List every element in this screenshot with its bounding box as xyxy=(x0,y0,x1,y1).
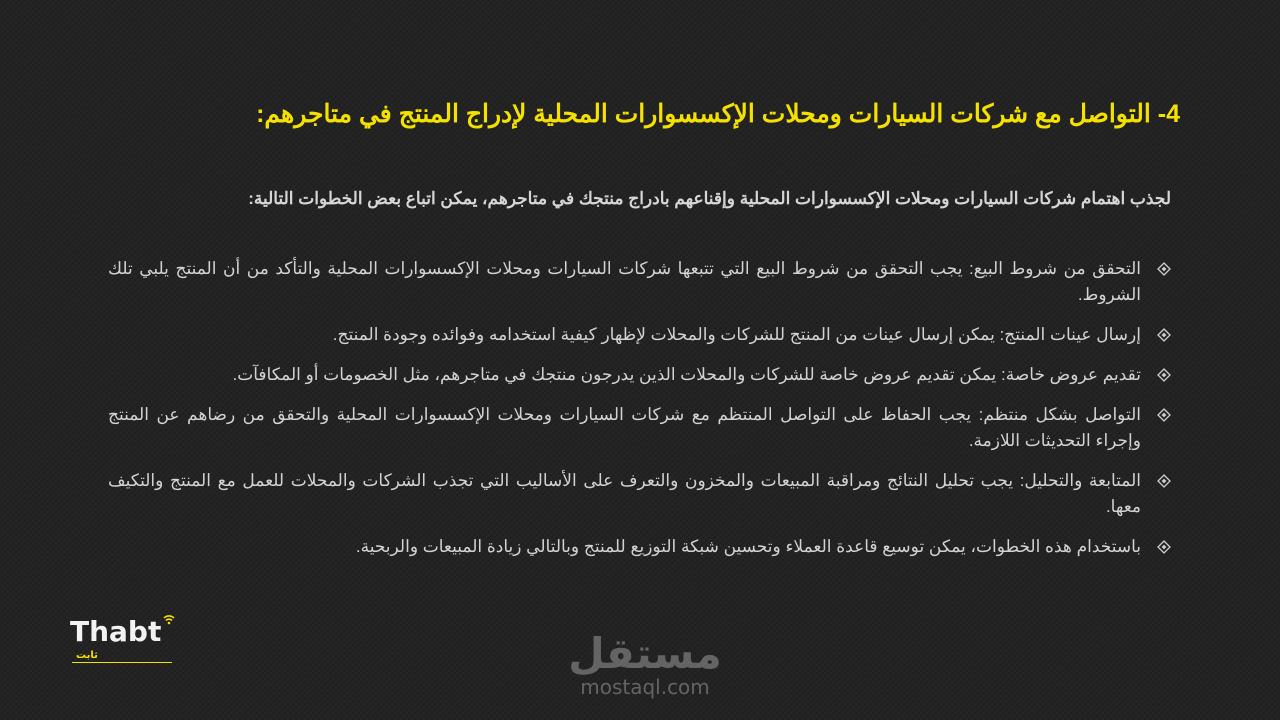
list-item xyxy=(108,468,1171,520)
diamond-bullet-icon xyxy=(1157,474,1171,488)
bullet-text: باستخدام هذه الخطوات، يمكن توسيع قاعدة العملاء وتحسين شبكة التوزيع للمنتج وبالتالي زيادة المبيعات والربحية. xyxy=(355,537,1141,556)
list-item xyxy=(108,362,1171,388)
bullet-text: التحقق من شروط البيع: يجب التحقق من شروط البيع التي تتبعها شركات السيارات ومحلات الإكسسوارات المحلية والتأكد من أن المنتج يلبي تلك الشروط. xyxy=(108,259,1141,304)
bullet-text: المتابعة والتحليل: يجب تحليل النتائج ومراقبة المبيعات والمخزون والتعرف على الأساليب التي تجذب الشركات والمحلات للعمل مع المنتج والتكيف معها. xyxy=(108,471,1141,516)
bullet-text: تقديم عروض خاصة: يمكن تقديم عروض خاصة للشركات والمحلات الذين يدرجون منتجك في متاجرهم، مثل الخصومات أو المكافآت. xyxy=(232,365,1141,384)
mostaql-watermark-arabic: مستقل xyxy=(568,629,722,678)
slide-title: 4- التواصل مع شركات السيارات ومحلات الإكسسوارات المحلية لإدراج المنتج في متاجرهم: xyxy=(256,100,1180,128)
list-item xyxy=(108,256,1171,308)
list-item xyxy=(108,402,1171,454)
list-item xyxy=(108,322,1171,348)
wifi-icon xyxy=(162,612,176,626)
bullet-list xyxy=(108,256,1171,574)
diamond-bullet-icon xyxy=(1157,328,1171,342)
bullet-text: إرسال عينات المنتج: يمكن إرسال عينات من المنتج للشركات والمحلات لإظهار كيفية استخدامه وفوائده وجودة المنتج. xyxy=(332,325,1141,344)
slide-intro: لجذب اهتمام شركات السيارات ومحلات الإكسسوارات المحلية وإقناعهم بادراج منتجك في متاجرهم، يمكن اتباع بعض الخطوات التالية: xyxy=(248,189,1171,208)
list-item xyxy=(108,534,1171,560)
mostaql-watermark xyxy=(560,629,730,712)
thabt-logo-wordmark: Thabt xyxy=(70,615,162,648)
diamond-bullet-icon xyxy=(1157,540,1171,554)
diamond-bullet-icon xyxy=(1157,408,1171,422)
diamond-bullet-icon xyxy=(1157,262,1171,276)
thabt-logo xyxy=(70,612,174,672)
thabt-logo-arabic: ثابت xyxy=(76,650,98,661)
bullet-text: التواصل بشكل منتظم: يجب الحفاظ على التواصل المنتظم مع شركات السيارات ومحلات الإكسسوارات المحلية والتحقق من رضاهم عن المنتج وإجراء التحديثات اللازمة. xyxy=(108,405,1141,450)
diamond-bullet-icon xyxy=(1157,368,1171,382)
thabt-logo-underline xyxy=(72,662,172,663)
mostaql-watermark-latin: mostaql.com xyxy=(580,675,710,699)
